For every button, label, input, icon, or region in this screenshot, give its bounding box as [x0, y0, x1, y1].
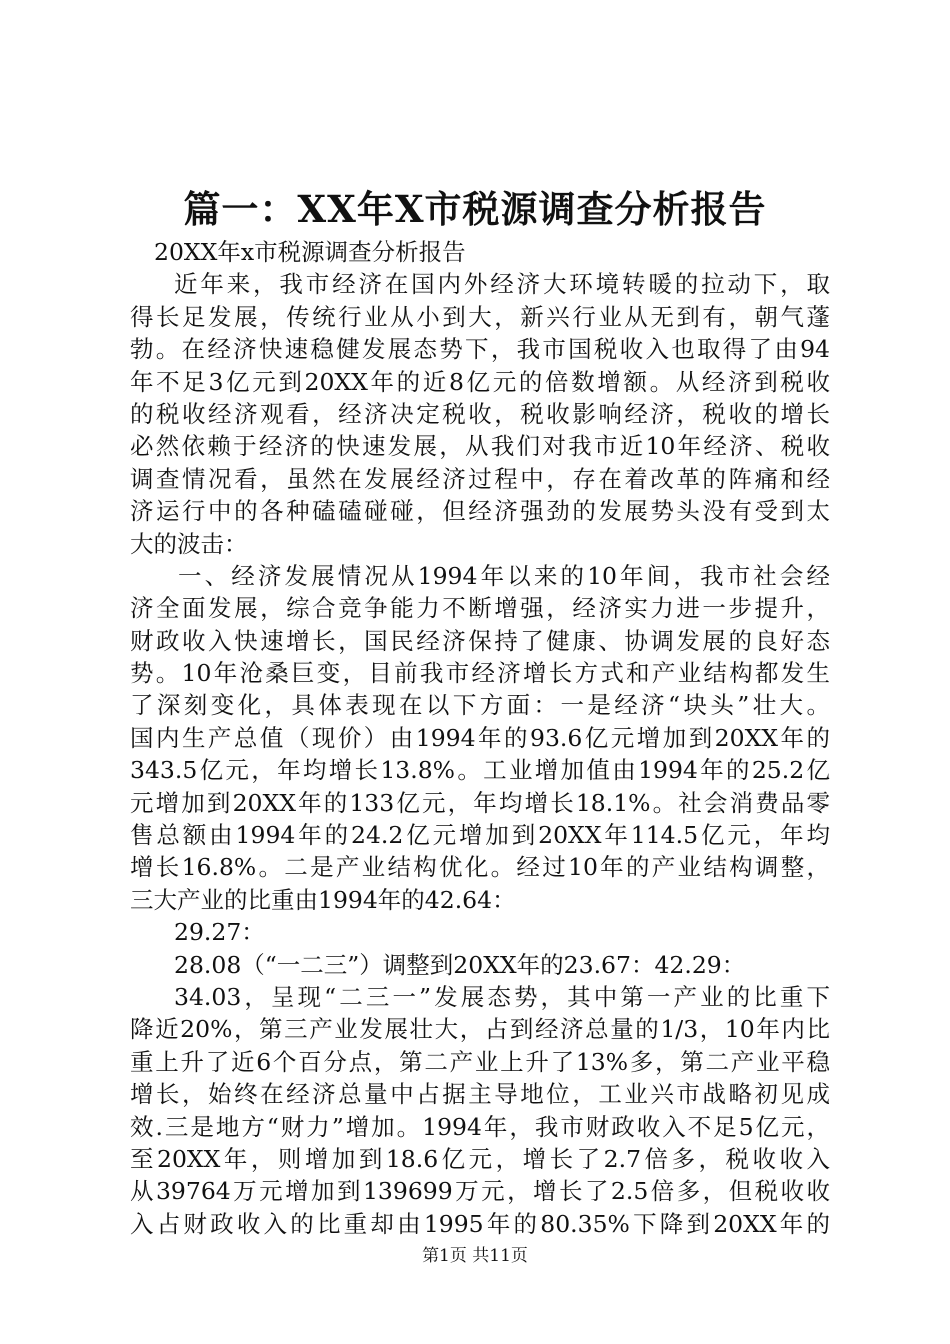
document-body	[130, 236, 830, 1240]
body-line: 得长足发展，传统行业从小到大，新兴行业从无到有，朝气蓬	[130, 302, 830, 331]
body-line: 入占财政收入的比重却由1995年的80.35%下降到20XX年的	[130, 1209, 830, 1238]
body-line: 降近20%，第三产业发展壮大，占到经济总量的1/3，10年内比	[130, 1015, 830, 1044]
body-line: 20XX年x市税源调查分析报告	[154, 238, 466, 266]
body-line: 三大产业的比重由1994年的42.64：	[130, 885, 516, 914]
body-line: 势。10年沧桑巨变，目前我市经济增长方式和产业结构都发生	[130, 659, 830, 688]
body-line: 必然依赖于经济的快速发展，从我们对我市近10年经济、税收	[130, 432, 830, 461]
body-line: 从39764万元增加到139699万元，增长了2.5倍多，但税收收	[130, 1177, 830, 1206]
body-line: 国内生产总值（现价）由1994年的93.6亿元增加到20XX年的	[130, 723, 830, 752]
body-line: 了深刻变化，具体表现在以下方面：一是经济“块头”壮大。	[130, 691, 830, 720]
body-line: 34.03，呈现“二三一”发展态势，其中第一产业的比重下	[174, 982, 830, 1011]
document-title: 篇一：XX年X市税源调查分析报告	[183, 187, 767, 231]
body-line: 的税收经济观看，经济决定税收，税收影响经济，税收的增长	[130, 399, 830, 428]
body-line: 元增加到20XX年的133亿元，年均增长18.1%。社会消费品零	[130, 788, 830, 817]
body-line: 调查情况看，虽然在发展经济过程中，存在着改革的阵痛和经	[130, 464, 830, 493]
body-line: 济全面发展，综合竞争能力不断增强，经济实力进一步提升，	[130, 594, 830, 623]
body-line: 343.5亿元，年均增长13.8%。工业增加值由1994年的25.2亿	[130, 756, 830, 785]
body-line: 一、经济发展情况从1994年以来的10年间，我市社会经	[178, 561, 830, 590]
page-footer: 第1页 共11页	[422, 1246, 528, 1266]
body-line: 增长，始终在经济总量中占据主导地位，工业兴市战略初见成	[130, 1080, 830, 1109]
body-line: 28.08（“一二三”）调整到20XX年的23.67：42.29：	[174, 950, 746, 979]
body-line: 29.27：	[174, 918, 265, 947]
body-line: 年不足3亿元到20XX年的近8亿元的倍数增额。从经济到税收	[130, 367, 830, 396]
body-line: 济运行中的各种磕磕碰碰，但经济强劲的发展势头没有受到太	[130, 497, 830, 526]
body-line: 至20XX年，则增加到18.6亿元，增长了2.7倍多，税收收入	[130, 1144, 830, 1173]
body-line: 勃。在经济快速稳健发展态势下，我市国税收入也取得了由94	[130, 335, 830, 364]
body-line: 售总额由1994年的24.2亿元增加到20XX年114.5亿元，年均	[130, 821, 830, 850]
body-line: 财政收入快速增长，国民经济保持了健康、协调发展的良好态	[130, 626, 830, 655]
body-line: 近年来，我市经济在国内外经济大环境转暖的拉动下，取	[174, 270, 830, 299]
body-line: 重上升了近6个百分点，第二产业上升了13%多，第二产业平稳	[130, 1047, 830, 1076]
body-line: 增长16.8%。二是产业结构优化。经过10年的产业结构调整，	[130, 853, 830, 882]
body-line: 效.三是地方“财力”增加。1994年，我市财政收入不足5亿元，	[130, 1112, 830, 1141]
body-line: 大的波击：	[130, 529, 248, 558]
